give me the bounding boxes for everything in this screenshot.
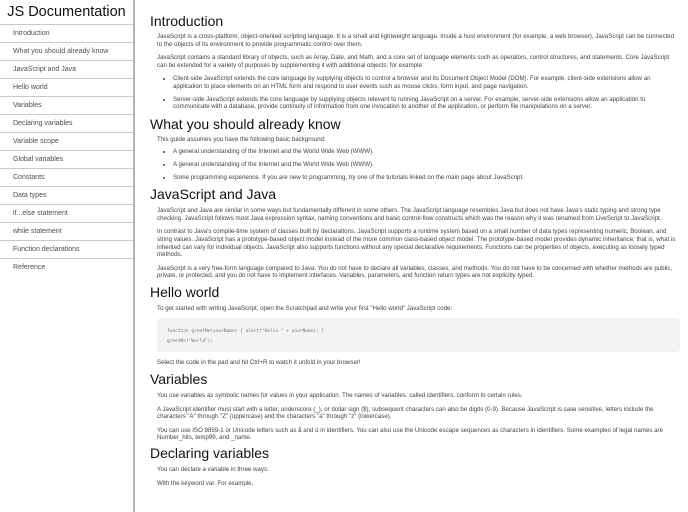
sidebar-title: JS Documentation (7, 4, 126, 20)
paragraph: JavaScript is a cross-platform, object-oriented scripting language. It is a small and lightweight language. Inside a host environment (for example, a web browser), JavaScript can be connected to the objects of its environment to provide programmatic control over them. (157, 33, 675, 48)
paragraph: A JavaScript identifier must start with a letter, underscore (_), or dollar sign ($); subsequent characters can also be digits (0-9). Because JavaScript is case sensitive, letters include the characters "A" through "Z" (uppercase) and the characters "a" through "z" (lowercase). (157, 405, 654, 421)
main-doc (150, 0, 680, 493)
paragraph: In contrast to Java's compile-time system of classes built by declarations, JavaScript supports a runtime system based on a small number of data types representing numeric, Boolean, and string values. JavaScript has a prototype-based object model instead of the more common class-based object model. The prototype-based model provides dynamic inheritance; that is, what is inherited can vary for individual objects. JavaScript also supports functions without any special declarative requirements. Functions can be properties of objects, executing as loosely typed methods. (157, 228, 676, 259)
paragraph: JavaScript is a very free-form language compared to Java. You do not have to declare all variables, classes, and methods. You do not have to be concerned with whether methods are public, private, or protected, and you do not have to implement interfaces. Variables, parameters, and function return types are not explicitly typed. (157, 264, 673, 280)
paragraph: JavaScript contains a standard library of objects, such as Array, Date, and Math, and a core set of language elements such as operators, control structures, and statements. Core JavaScript can be extended for a variety of purposes by supplementing it with additional objects; for example: (157, 54, 670, 69)
code-line: greetMe("World"); (167, 339, 214, 345)
section-heading: Introduction (150, 13, 224, 29)
code-block[interactable] (157, 318, 680, 352)
section-variables (150, 371, 680, 442)
nav-link-reference[interactable]: Reference (0, 258, 133, 276)
list-item: • Client-side JavaScript extends the core language by supplying objects to control a browser and its Document Object Model (DOM). For example, client-side extensions allow an application to place elements on an HTML form and respond to user events such as mouse clicks, form input, and page navigation. (173, 75, 680, 90)
section-hello-world (150, 284, 680, 367)
section-what-you-should-already-know (150, 116, 680, 181)
nav-link-variable-scope[interactable]: Variable scope (0, 132, 133, 150)
nav-link-constants[interactable]: Constants (0, 168, 133, 186)
section-introduction (150, 0, 680, 111)
sidebar-menu (0, 24, 133, 276)
list-item: • A general understanding of the Internet and the World Wide Web (WWW). (173, 161, 680, 169)
list-item: • Some programming experience. If you are new to programming, try one of the tutorials linked on the main page about JavaScript. (173, 174, 680, 182)
section-heading: Hello world (150, 283, 220, 300)
nav-link-javascript-and-java[interactable]: JavaScript and Java (0, 60, 133, 78)
nav-link-declaring-variables[interactable]: Declaring variables (0, 114, 133, 132)
nav-link-global-variables[interactable]: Global variables (0, 150, 133, 168)
nav-link-data-types[interactable]: Data types (0, 186, 133, 204)
nav-link-what-you-should-already-know[interactable]: What you should already know (0, 42, 133, 60)
paragraph: With the keyword var. For example, (157, 479, 254, 487)
paragraph: You use variables as symbolic names for values in your application. The names of variables, called identifiers, conform to certain rules. (157, 392, 523, 400)
section-heading: JavaScript and Java (150, 186, 277, 203)
paragraph: Select the code in the pad and hit Ctrl+R to watch it unfold in your browser! (157, 359, 361, 367)
section-javascript-and-java (150, 186, 680, 280)
sidebar-nav (0, 0, 135, 512)
list-item: • A general understanding of the Internet and the World Wide Web (WWW). (173, 148, 680, 156)
section-heading: What you should already know (150, 115, 341, 132)
paragraph: To get started with writing JavaScript, open the Scratchpad and write your first "Hello world" JavaScript code: (157, 304, 453, 312)
paragraph: JavaScript and Java are similar in some ways but fundamentally different in some others. The JavaScript language resembles Java but does not have Java's static typing and strong type checking. JavaScript follows most Java expression syntax, naming conventions and basic control-flow constructs which was the reason why it was renamed from LiveScript to JavaScript. (157, 207, 662, 222)
nav-link-if-else-statement[interactable]: if...else statement (0, 204, 133, 222)
section-declaring-variables (150, 445, 680, 487)
nav-link-while-statement[interactable]: while statement (0, 222, 133, 240)
nav-link-variables[interactable]: Variables (0, 96, 133, 114)
paragraph: This guide assumes you have the following basic background: (157, 135, 326, 143)
nav-link-function-declarations[interactable]: Function declarations (0, 240, 133, 258)
bullet-list (150, 148, 680, 181)
section-heading: Variables (150, 371, 208, 388)
nav-link-hello-world[interactable]: Hello world (0, 78, 133, 96)
bullet-list (150, 75, 680, 110)
nav-link-introduction[interactable]: Introduction (0, 24, 133, 42)
paragraph: You can declare a variable in three ways: (157, 466, 269, 474)
code-line: function greetMe(yourName) { alert("Hello " + yourName); } (167, 329, 325, 335)
list-item: • Server-side JavaScript extends the core language by supplying objects relevant to running JavaScript on a server. For example, server-side extensions allow an application to communicate with a database, provide continuity of information from one invocation to another of the application, or perform file manipulations on a server. (173, 96, 680, 111)
paragraph: You can use ISO 8859-1 or Unicode letters such as å and ü in identifiers. You can also use the Unicode escape sequences as characters in identifiers. Some examples of legal names are Number_hits, temp99, and _name. (157, 426, 663, 442)
section-heading: Declaring variables (150, 445, 270, 462)
